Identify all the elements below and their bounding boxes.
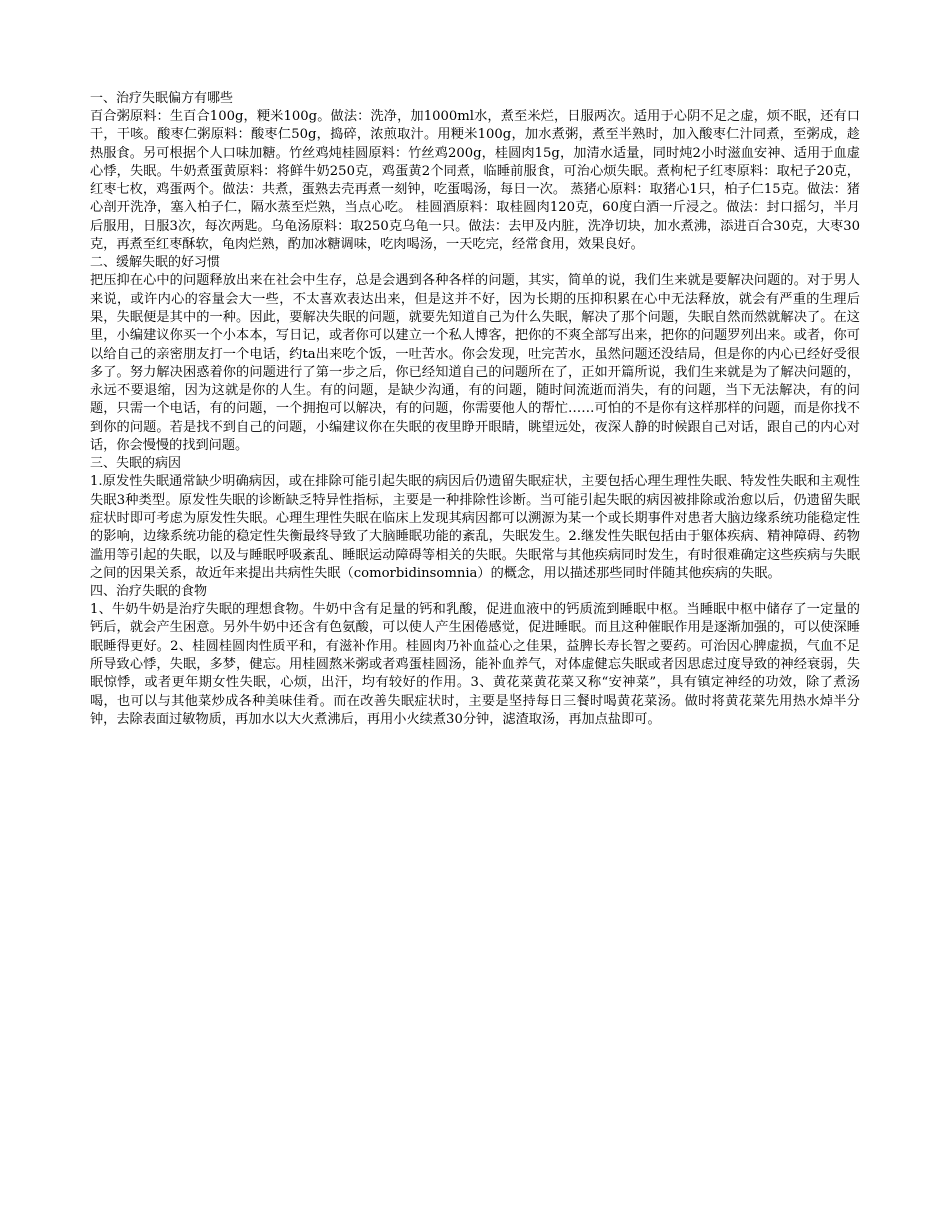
section-heading: 四、治疗失眠的食物: [90, 584, 208, 600]
section-body: 把压抑在心中的问题释放出来在社会中生存，总是会遇到各种各样的问题，其实，简单的说，我们生来就是要解决问题的。对于男人来说，或许内心的容量会大一些，不太喜欢表达出来，但是这并不好，因为长期的压抑积累在心中无法释放，就会有严重的生理后果，失眠便是其中的一种。因此，要解决失眠的问题，就要先知道自己为什么失眠，解决了那个问题，失眠自然而然就解决了。在这里，小编建议你买一个小本本，写日记，或者你可以建立一个私人博客，把你的不爽全部写出来，把你的问题罗列出来。或者，你可以给自己的亲密朋友打一个电话，约ta出来吃个饭，一吐苦水。你会发现，吐完苦水，虽然问题还没结局，但是你的内心已经好受很多了。努力解决困惑着你的问题进行了第一步之后，你已经知道自己的问题所在了，正如开篇所说，我们生来就是为了解决问题的，永远不要退缩，因为这就是你的人生。有的问题，是缺少沟通，有的问题，随时间流逝而消失，有的问题，当下无法解决，有的问题，只需一个电话，有的问题，一个拥抱可以解决，有的问题，你需要他人的帮忙……可怕的不是你有这样那样的问题，而是你找不到你的问题。若是找不到自己的问题，小编建议你在失眠的夜里睁开眼睛，眺望远处，夜深人静的时候跟自己对话，跟自己的内心对话，你会慢慢的找到问题。: [90, 273, 860, 454]
section-body: 百合粥原料：生百合100g，粳米100g。做法：洗净，加1000ml水，煮至米烂，日服两次。适用于心阴不足之虚，烦不眠，还有口干，干咳。酸枣仁粥原料：酸枣仁50g，捣碎，浓煎取汁。用粳米100g，加水煮粥，煮至半熟时，加入酸枣仁汁同煮，至粥成，趁热服食。另可根据个人口味加糖。竹丝鸡炖桂圆原料：竹丝鸡200g，桂圆肉15g，加清水适量，同时炖2小时滋血安神、适用于血虚心悸，失眠。牛奶煮蛋黄原料：将鲜牛奶250克，鸡蛋黄2个同煮，临睡前服食，可治心烦失眠。煮枸杞子红枣原料：取杞子20克，红枣七枚，鸡蛋两个。做法：共煮，蛋熟去壳再煮一刻钟，吃蛋喝汤，每日一次。 蒸猪心原料：取猪心1只，柏子仁15克。做法：猪心剖开洗净，塞入柏子仁，隔水蒸至烂熟，当点心吃。 桂圆酒原料：取桂圆肉120克，60度白酒一斤浸之。做法：封口摇匀，半月后服用，日服3次，每次两匙。乌龟汤原料：取250克乌龟一只。做法：去甲及内脏，洗净切块，加水煮沸，添进百合30克，大枣30克，再煮至红枣酥软，龟肉烂熟，酌加冰糖调味，吃肉喝汤，一天吃完，经常食用，效果良好。: [90, 109, 860, 253]
section-causes: [90, 455, 860, 583]
section-remedies: [90, 90, 860, 254]
section-body: 1.原发性失眠通常缺少明确病因，或在排除可能引起失眠的病因后仍遗留失眠症状，主要包括心理生理性失眠、特发性失眠和主观性失眠3种类型。原发性失眠的诊断缺乏特异性指标，主要是一种排除性诊断。当可能引起失眠的病因被排除或治愈以后，仍遗留失眠症状时即可考虑为原发性失眠。心理生理性失眠在临床上发现其病因都可以溯源为某一个或长期事件对患者大脑边缘系统功能稳定性的影响，边缘系统功能的稳定性失衡最终导致了大脑睡眠功能的紊乱，失眠发生。2.继发性失眠包括由于躯体疾病、精神障碍、药物滥用等引起的失眠，以及与睡眠呼吸紊乱、睡眠运动障碍等相关的失眠。失眠常与其他疾病同时发生，有时很难确定这些疾病与失眠之间的因果关系，故近年来提出共病性失眠（comorbidinsomnia）的概念，用以描述那些同时伴随其他疾病的失眠。: [90, 474, 860, 581]
section-body: 1、牛奶牛奶是治疗失眠的理想食物。牛奶中含有足量的钙和乳酸，促进血液中的钙质流到睡眠中枢。当睡眠中枢中储存了一定量的钙后，就会产生困意。另外牛奶中还含有色氨酸，可以使人产生困倦感觉，促进睡眠。而且这种催眠作用是逐渐加强的，可以使深睡眠睡得更好。2、桂圆桂圆肉性质平和，有滋补作用。桂圆肉乃补血益心之佳果，益脾长寿长智之要药。可治因心脾虚损，气血不足所导致心悸，失眠，多梦，健忘。用桂圆熬米粥或者鸡蛋桂圆汤，能补血养气，对体虚健忘失眠或者因思虑过度导致的神经衰弱，失眠惊悸，或者更年期女性失眠，心烦，出汗，均有较好的作用。3、黄花菜黄花菜又称“安神菜”，具有镇定神经的功效，除了煮汤喝，也可以与其他菜炒成各种美味佳肴。而在改善失眠症状时，主要是坚持每日三餐时喝黄花菜汤。做时将黄花菜先用热水焯半分钟，去除表面过敏物质，再加水以大火煮沸后，再用小火续煮30分钟，滤渣取汤，再加点盐即可。: [90, 602, 860, 727]
section-heading: 二、缓解失眠的好习惯: [90, 255, 221, 271]
document-page: [90, 90, 860, 729]
section-habits: [90, 254, 860, 455]
section-heading: 三、失眠的病因: [90, 456, 182, 472]
section-heading: 一、治疗失眠偏方有哪些: [90, 91, 234, 106]
section-foods: [90, 583, 860, 729]
